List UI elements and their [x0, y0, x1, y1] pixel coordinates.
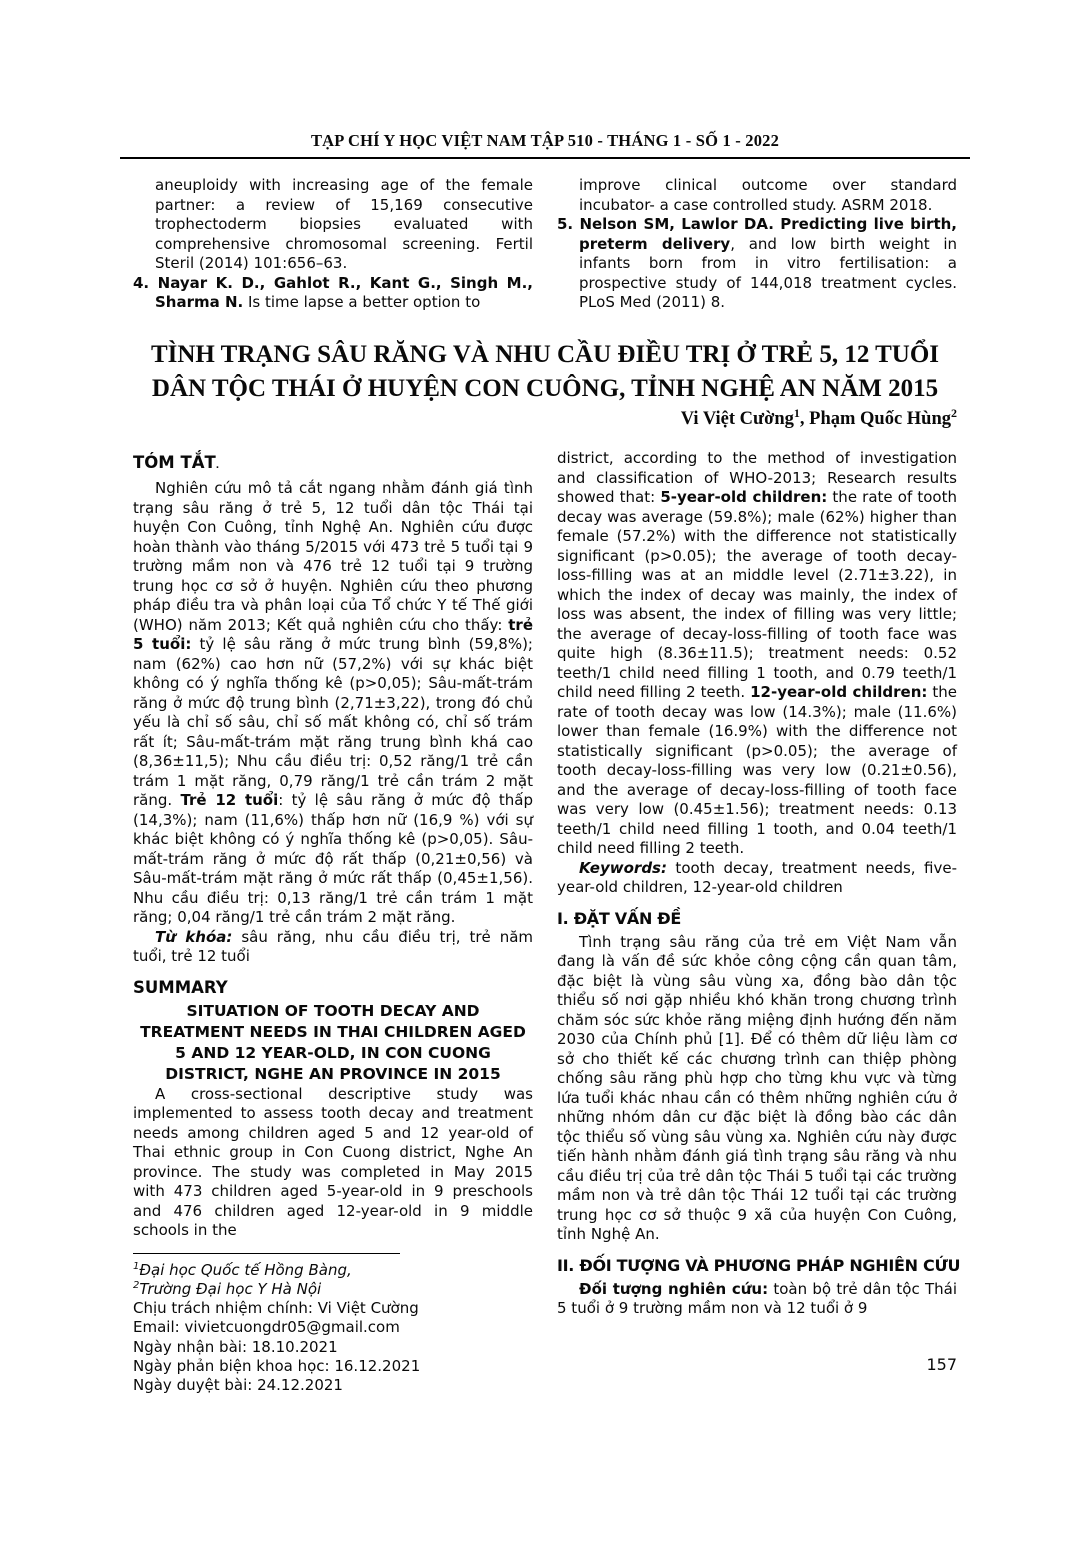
summary-continuation-paragraph: district, according to the method of investigation and classification of WHO-2013; Research results showed that: 5-year-old children: the rate of tooth decay was average (59.8%); male (62%) higher than female (57.2%) with the difference not statistically significant (p>0.05); the average of tooth decay-loss-filling was at an middle level (2.71±3.22), in which the index of decay was mainly, the index of loss was absent, the index of filling was very little; the average of decay-loss-filling of tooth face was quite high (8.36±11.5); treatment needs: 0.52 teeth/1 child need filling 1 tooth, and 0.79 teeth/1 child need filling 2 teeth. 12-year-old children: the rate of tooth decay was low (14.3%); male (11.6%) lower than female (16.9%) with the difference not statistically significant (p>0.05); the average of tooth decay-loss-filling was very low (0.21±0.56), and the average of decay-loss-filling of tooth face was very low (0.45±1.56); treatment needs: 0.13 teeth/1 child need filling 1 tooth, and 0.04 teeth/1 child need filling 2 teeth. — [557, 449, 958, 857]
article-title-line-1: TÌNH TRẠNG SÂU RĂNG VÀ NHU CẦU ĐIỀU TRỊ Ở TRẺ 5, 12 TUỔI — [150, 341, 940, 368]
footnote-received-date: Ngày nhận bài: 18.10.2021 — [133, 1337, 338, 1356]
abstract-keywords: Từ khóa: sâu răng, nhu cầu điều trị, trẻ năm tuổi, trẻ 12 tuổi — [133, 927, 533, 965]
page-header — [120, 131, 970, 159]
section-2-paragraph: Đối tượng nghiên cứu: toàn bộ trẻ dân tộc Thái 5 tuổi ở 9 trường mầm non và 12 tuổi ở 9 — [557, 1279, 957, 1317]
reference-continuation: improve clinical outcome over standard incubator- a case controlled study. ASRM 2018. — [579, 176, 957, 214]
journal-running-title: TẠP CHÍ Y HỌC VIỆT NAM TẬP 510 - THÁNG 1 - SỐ 1 - 2022 — [310, 131, 780, 150]
heading-dot: . — [215, 461, 220, 471]
article-title — [133, 338, 957, 406]
footnote-review-date: Ngày phản biện khoa học: 16.12.2021 — [133, 1356, 421, 1375]
summary-heading: SUMMARY — [133, 977, 228, 997]
reference-number: 4. — [133, 273, 158, 292]
references-right-column — [557, 176, 957, 313]
reference-item-5 — [557, 215, 957, 313]
references-left-column — [133, 176, 533, 313]
author-line: Vi Việt Cường$^1$, Phạm Quốc Hùng$^2$ — [680, 405, 957, 429]
section-2-heading: II. ĐỐI TƯỢNG VÀ PHƯƠNG PHÁP NGHIÊN CỨU — [557, 1255, 961, 1275]
footnote-affiliation-2: $^2$Trường Đại học Y Hà Nội — [133, 1279, 322, 1298]
footnote-email: Email: vivietcuongdr05@gmail.com — [133, 1318, 400, 1337]
abstract-paragraph: Nghiên cứu mô tả cắt ngang nhằm đánh giá tình trạng sâu răng ở trẻ 5, 12 tuổi dân tộc Thái tại huyện Con Cuông, tỉnh Nghệ An. Nghiên cứu được hoàn thành vào tháng 5/2015 với 473 trẻ 5 tuổi tại 9 trường mầm non và 476 trẻ 12 tuổi tại 9 trường trung học cơ sở ở huyện. Nghiên cứu theo phương pháp điều tra và phân loại của Tổ chức Y tế Thế giới (WHO) năm 2013; Kết quả nghiên cứu cho thấy: trẻ 5 tuổi: tỷ lệ sâu răng ở mức trung bình (59,8%); nam (62%) cao hơn nữ (57,2%) với sự khác biệt không có ý nghĩa thống kê (p>0,05); Sâu-mất-trám răng ở mức độ trung bình (2,71±3,22), trong đó chủ yếu là chỉ số sâu, chỉ số mất không có, chỉ số trám rất ít; Sâu-mất-trám mặt răng trung bình khá cao (8,36±11,5); Nhu cầu điều trị: 0,52 răng/1 trẻ cần trám 1 mặt răng, 0,79 răng/1 trẻ cần trám 2 mặt răng. Trẻ 12 tuổi: tỷ lệ sâu răng ở mức độ thấp (14,3%); nam (11,6%) thấp hơn nữ (16,9 %) với sự khác biệt không có ý nghĩa thống kê (p>0,05). Sâu-mất-trám răng ở mức độ rất thấp (0,21±0,56) và Sâu-mất-trám mặt răng ở mức rất thấp (0,45±1,56). Nhu cầu điều trị: 0,13 răng/1 trẻ cần trám 1 mặt răng; 0,04 răng/1 trẻ cần trám 2 mặt răng. — [133, 479, 533, 926]
left-column — [133, 452, 533, 1396]
footnote-rule — [133, 1253, 400, 1254]
summary-keywords: Keywords: tooth decay, treatment needs, five-year-old children, 12-year-old children — [557, 858, 957, 896]
reference-text: Nayar K. D., Gahlot R., Kant G., Singh M., Sharma N. Is time lapse a better option to — [155, 273, 533, 311]
english-title: SITUATION OF TOOTH DECAY AND TREATMENT NEEDS IN THAI CHILDREN AGED 5 AND 12 YEAR-OLD, IN CON CUONG DISTRICT, NGHE AN PROVINCE IN 2015 — [140, 1001, 526, 1083]
article-title-line-2: DÂN TỘC THÁI Ở HUYỆN CON CUÔNG, TỈNH NGHỆ AN NĂM 2015 — [151, 375, 939, 402]
abstract-heading: TÓM TẮT. — [133, 453, 220, 472]
reference-number: 5. — [557, 215, 580, 233]
footnote-affiliation-1: $^1$Đại học Quốc tế Hồng Bàng, — [133, 1260, 352, 1279]
right-column — [557, 449, 961, 1319]
reference-item-4 — [133, 274, 533, 313]
reference-text: Nelson SM, Lawlor DA. Predicting live birth, preterm delivery, and low birth weight in infants born from in vitro fertilisation: a prospective study of 144,018 treatment cycles. PLoS Med (2011) 8. — [579, 215, 957, 311]
summary-paragraph: A cross-sectional descriptive study was implemented to assess tooth decay and treatment needs among children aged 5 and 12 year-old of Thai ethnic group in Con Cuong district, Nghe An province. The study was completed in May 2015 with 473 children aged 5-year-old in 9 preschools and 476 children aged 12-year-old in 9 middle schools in the — [133, 1084, 533, 1239]
article-title-block — [133, 338, 957, 406]
section-1-heading: I. ĐẶT VẤN ĐỀ — [557, 908, 682, 928]
page-number: 157 — [926, 1355, 957, 1374]
footnote-corresponding-author: Chịu trách nhiệm chính: Vi Việt Cường — [133, 1299, 419, 1318]
footnote-accepted-date: Ngày duyệt bài: 24.12.2021 — [133, 1376, 343, 1395]
footnote-block — [133, 1253, 533, 1396]
section-1-paragraph: Tình trạng sâu răng của trẻ em Việt Nam vẫn đang là vấn đề sức khỏe công cộng cần quan tâm, đặc biệt là vùng sâu vùng xa, đồng bào dân tộc thiểu số nơi gặp nhiều khó khăn trong chương trình chăm sóc sức khỏe răng miệng định hướng đến năm 2030 của Chính phủ [1]. Để có thêm dữ liệu làm cơ sở cho thiết kế các chương trình can thiệp phòng chống sâu răng phù hợp cho từng khu vực và từng lứa tuổi khác nhau cần có thêm những nghiên cứu ở những nhóm dân cư đặc biệt là đồng bào các dân tộc thiểu số vùng sâu vùng xa. Nghiên cứu này được tiến hành nhằm đánh giá tình trạng sâu răng và nhu cầu điều trị của trẻ dân tộc Thái 5 tuổi tại các trường mầm non và trẻ dân tộc Thái 12 tuổi tại các trường trung học cơ sở thuộc 9 xã của huyện Con Cuông, tỉnh Nghệ An. — [557, 932, 957, 1243]
reference-continuation: aneuploidy with increasing age of the female partner: a review of 15,169 consecutive trophectoderm biopsies evaluated with comprehensive chromosomal screening. Fertil Steril (2014) 101:656–63. — [155, 176, 533, 272]
